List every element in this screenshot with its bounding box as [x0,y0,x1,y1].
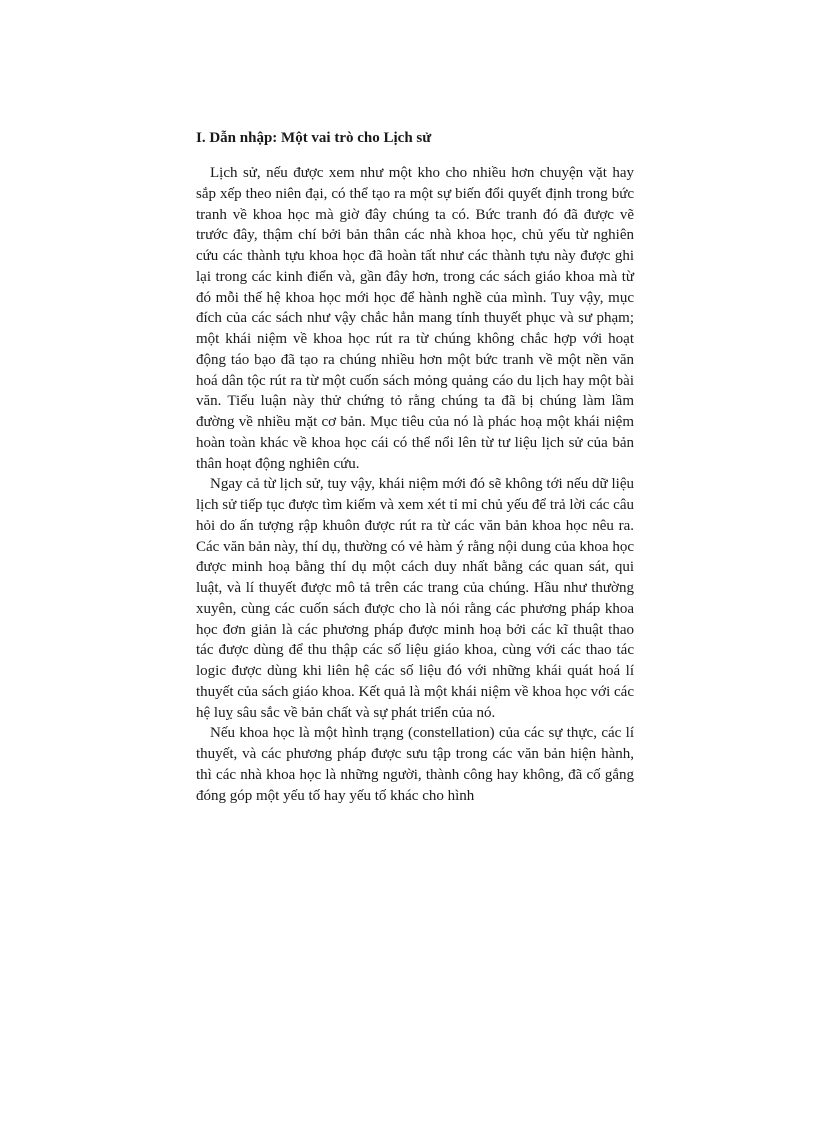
page-content [196,128,634,806]
paragraph-2: Ngay cả từ lịch sử, tuy vậy, khái niệm mới đó sẽ không tới nếu dữ liệu lịch sử tiếp tục được tìm kiếm và xem xét tỉ mỉ chủ yếu để trả lời các câu hỏi do ấn tượng rập khuôn được rút ra từ các văn bản khoa học nêu ra. Các văn bản này, thí dụ, thường có vẻ hàm ý rằng nội dung của khoa học được minh hoạ bằng thí dụ một cách duy nhất bằng các quan sát, qui luật, và lí thuyết được mô tả trên các trang của chúng. Hầu như thường xuyên, cùng các cuốn sách được cho là nói rằng các phương pháp khoa học đơn giản là các phương pháp được minh hoạ bởi các kĩ thuật thao tác được dùng để thu thập các số liệu giáo khoa, cùng với các thao tác logic được dùng khi liên hệ các số liệu đó với những khái quát hoá lí thuyết của sách giáo khoa. Kết quả là một khái niệm về khoa học với các hệ luỵ sâu sắc về bản chất và sự phát triển của nó. [196,476,634,721]
paragraph-3: Nếu khoa học là một hình trạng (constellation) của các sự thực, các lí thuyết, và các phương pháp được sưu tập trong các văn bản hiện hành, thì các nhà khoa học là những người, thành công hay không, đã cố gắng đóng góp một yếu tố hay yếu tố khác cho hình [196,725,634,804]
paragraph-1: Lịch sử, nếu được xem như một kho cho nhiều hơn chuyện vặt hay sắp xếp theo niên đại, có thể tạo ra một sự biến đổi quyết định trong bức tranh về khoa học mà giờ đây chúng ta có. Bức tranh đó đã được vẽ trước đây, thậm chí bởi bản thân các nhà khoa học, chủ yếu từ nghiên cứu các thành tựu khoa học đã hoàn tất như các thành tựu này được ghi lại trong các kinh điển và, gần đây hơn, trong các sách giáo khoa mà từ đó mỗi thế hệ khoa học mới học để hành nghề của mình. Tuy vậy, mục đích của các sách như vậy chắc hẳn mang tính thuyết phục và sư phạm; một khái niệm về khoa học rút ra từ chúng không chắc hợp với hoạt động táo bạo đã tạo ra chúng nhiều hơn một bức tranh về một nền văn hoá dân tộc rút ra từ một cuốn sách mỏng quảng cáo du lịch hay một bài văn. Tiểu luận này thử chứng tỏ rằng chúng ta đã bị chúng làm lầm đường về nhiều mặt cơ bản. Mục tiêu của nó là phác hoạ một khái niệm hoàn toàn khác về khoa học cái có thể nổi lên từ tư liệu lịch sử của bản thân hoạt động nghiên cứu. [196,165,634,472]
section-heading: I. Dẫn nhập: Một vai trò cho Lịch sử [196,130,432,146]
